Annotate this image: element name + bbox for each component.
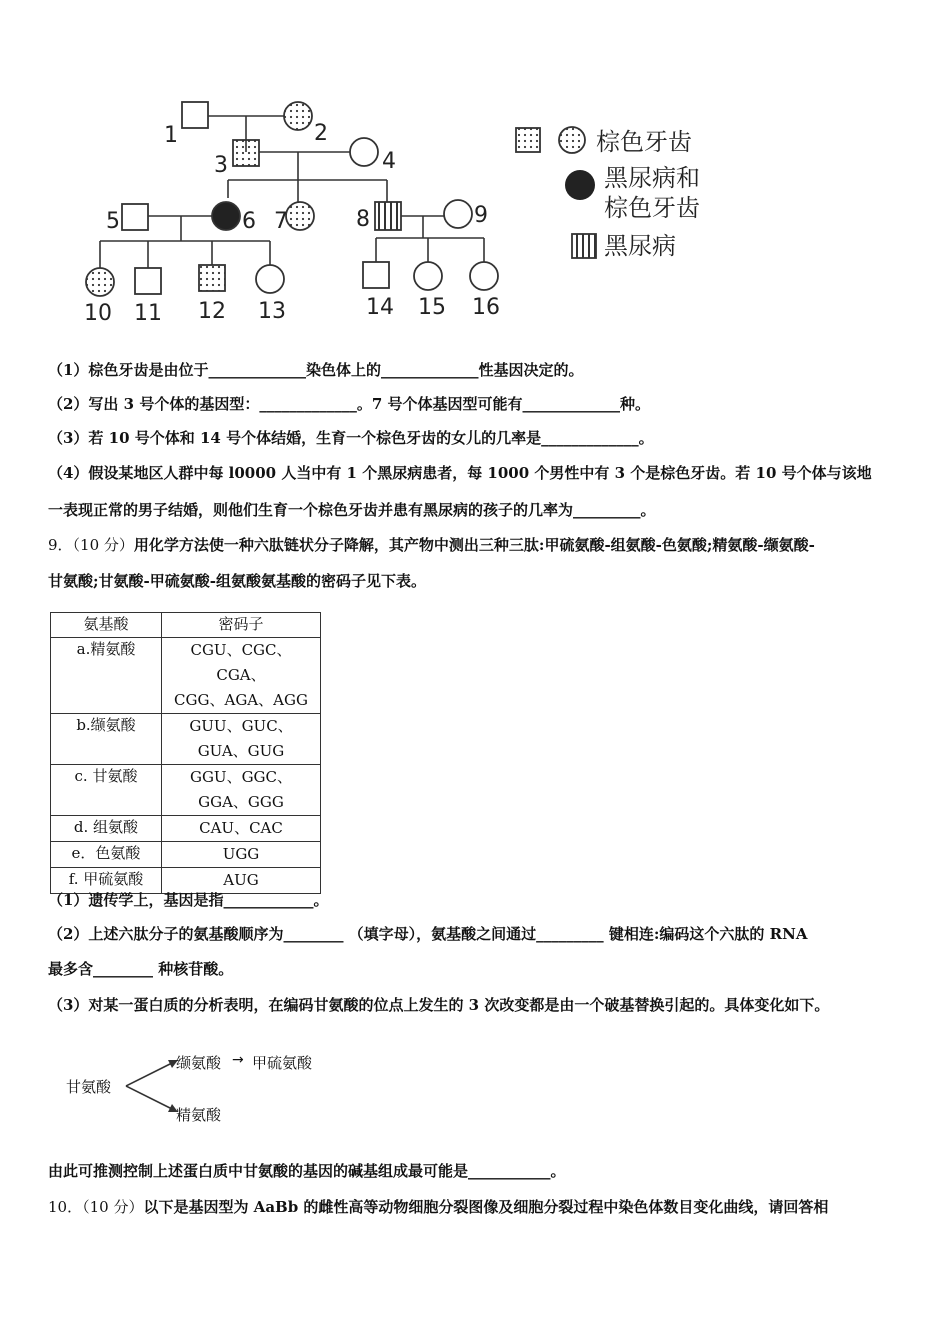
- individual-2: [284, 102, 312, 130]
- flow-top: 缬氨酸: [176, 1054, 222, 1072]
- codon-table-header: [51, 613, 321, 638]
- codon-cell: [162, 638, 321, 714]
- mutation-flow-diagram: [60, 1040, 360, 1130]
- codon-table: [50, 612, 321, 894]
- q10-score: （10 分）: [82, 1198, 144, 1216]
- label-3: 3: [214, 153, 228, 178]
- q9-part3: （3）对某一蛋白质的分析表明，在编码甘氨酸的位点上发生的 3 次改变都是由一个破基替换引起的。具体变化如下。: [48, 996, 830, 1014]
- amino-acid-cell: a.精氨酸: [51, 638, 162, 714]
- codon-line: GGU、GGC、: [189, 768, 293, 786]
- codon-cell: [162, 765, 321, 816]
- legend-dotted-circle-icon: [559, 127, 585, 153]
- individual-7: [286, 202, 314, 230]
- individual-14: [363, 262, 389, 288]
- flow-source: 甘氨酸: [66, 1078, 112, 1096]
- codon-line: GUU、GUC、: [189, 717, 293, 735]
- flow-arrow-right-icon: →: [232, 1052, 244, 1068]
- q8-part4-line1: （4）假设某地区人群中每 l0000 人当中有 1 个黑尿病患者，每 1000 个男性中有 3 个是棕色牙齿。若 10 号个体与该地: [48, 464, 872, 482]
- table-row: [51, 638, 321, 714]
- individual-16: [470, 262, 498, 290]
- individual-1: [182, 102, 208, 128]
- table-row: [51, 714, 321, 765]
- individual-12: [199, 265, 225, 291]
- amino-acid-cell: b.缬氨酸: [51, 714, 162, 765]
- label-11: 11: [134, 301, 162, 326]
- label-12: 12: [198, 299, 226, 324]
- codon-line: GGA、GGG: [198, 793, 284, 811]
- label-5: 5: [106, 209, 120, 234]
- q8-part3: （3）若 10 号个体和 14 号个体结婚，生育一个棕色牙齿的女儿的几率是_____________。: [48, 429, 654, 447]
- individual-11: [135, 268, 161, 294]
- q10-number: 10．: [48, 1198, 83, 1216]
- flow-top-next: 甲硫氨酸: [252, 1054, 313, 1072]
- q8-part1: （1）棕色牙齿是由位于_____________染色体上的_____________性基因决定的。: [48, 361, 584, 379]
- label-6: 6: [242, 209, 256, 234]
- codon-line: GUA、GUG: [197, 742, 285, 760]
- q10-intro: [48, 1196, 828, 1218]
- codon-cell: CAU、CAC: [162, 816, 321, 842]
- individual-8: [375, 202, 401, 230]
- q9-intro-text: 用化学方法使一种六肽链状分子降解，其产物中测出三种三肽:甲硫氨酸-组氨酸-色氨酸;精氨酸-缬氨酸-: [133, 536, 815, 554]
- label-4: 4: [382, 149, 396, 174]
- q10-text: 以下是基因型为 AaBb 的雌性高等动物细胞分裂图像及细胞分裂过程中染色体数目变化曲线，请回答相: [143, 1198, 829, 1216]
- codon-cell: AUG: [162, 868, 321, 894]
- q9-intro-line2: 甘氨酸;甘氨酸-甲硫氨酸-组氨酸氨基酸的密码子见下表。: [48, 572, 426, 590]
- amino-acid-cell: e．色氨酸: [51, 842, 162, 868]
- table-row: [51, 765, 321, 816]
- legend-dotted-square-icon: [516, 128, 540, 152]
- q9-part1: （1）遗传学上，基因是指____________。: [48, 891, 329, 909]
- pedigree-legend: [516, 127, 700, 260]
- q9-number: 9．: [48, 536, 73, 554]
- individual-13: [256, 265, 284, 293]
- table-row: [51, 816, 321, 842]
- header-amino-acid: 氨基酸: [51, 613, 162, 638]
- label-16: 16: [472, 295, 500, 320]
- label-13: 13: [258, 299, 286, 324]
- individual-5: [122, 204, 148, 230]
- individual-4: [350, 138, 378, 166]
- individual-3: [233, 140, 259, 166]
- individual-10: [86, 268, 114, 296]
- amino-acid-cell: d. 组氨酸: [51, 816, 162, 842]
- legend-both-label-line1: 黑尿病和: [604, 164, 700, 192]
- label-8: 8: [356, 207, 370, 232]
- header-codon: 密码子: [162, 613, 321, 638]
- amino-acid-cell: f. 甲硫氨酸: [51, 868, 162, 894]
- q9-intro-line1: [48, 534, 815, 556]
- codon-line: CGU、CGC、CGA、: [190, 641, 292, 684]
- label-7: 7: [274, 209, 288, 234]
- q9-score: （10 分）: [72, 536, 134, 554]
- amino-acid-cell: c. 甘氨酸: [51, 765, 162, 816]
- label-10: 10: [84, 301, 112, 326]
- label-9: 9: [474, 203, 488, 228]
- codon-line: CGG、AGA、AGG: [174, 691, 308, 709]
- legend-both-label-line2: 棕色牙齿: [604, 194, 700, 222]
- legend-striped-square-icon: [572, 234, 596, 258]
- legend-alkaptonuria-label: 黑尿病: [604, 232, 676, 260]
- pedigree-chart: [0, 0, 950, 340]
- q9-conclusion: 由此可推测控制上述蛋白质中甘氨酸的基因的碱基组成最可能是___________。: [48, 1162, 566, 1180]
- flow-bottom: 精氨酸: [176, 1106, 222, 1124]
- flow-arrows-icon: [124, 1048, 184, 1122]
- codon-cell: [162, 714, 321, 765]
- legend-brown-teeth-label: 棕色牙齿: [596, 128, 692, 156]
- label-15: 15: [418, 295, 446, 320]
- q9-part2-line2: 最多含________ 种核苷酸。: [48, 960, 234, 978]
- q8-part2: （2）写出 3 号个体的基因型：_____________。7 号个体基因型可能有_____________种。: [48, 395, 650, 413]
- q8-part4-line2: 一表现正常的男子结婚，则他们生育一个棕色牙齿并患有黑尿病的孩子的几率为_________。: [48, 501, 656, 519]
- label-2: 2: [314, 121, 328, 146]
- label-14: 14: [366, 295, 394, 320]
- individual-6: [212, 202, 240, 230]
- legend-filled-circle-icon: [565, 170, 595, 200]
- codon-cell: UGG: [162, 842, 321, 868]
- individual-9: [444, 200, 472, 228]
- individual-15: [414, 262, 442, 290]
- q9-part2-line1: （2）上述六肽分子的氨基酸顺序为________ （填字母），氨基酸之间通过_________ 键相连:编码这个六肽的 RNA: [48, 925, 808, 943]
- label-1: 1: [164, 123, 178, 148]
- table-row: [51, 842, 321, 868]
